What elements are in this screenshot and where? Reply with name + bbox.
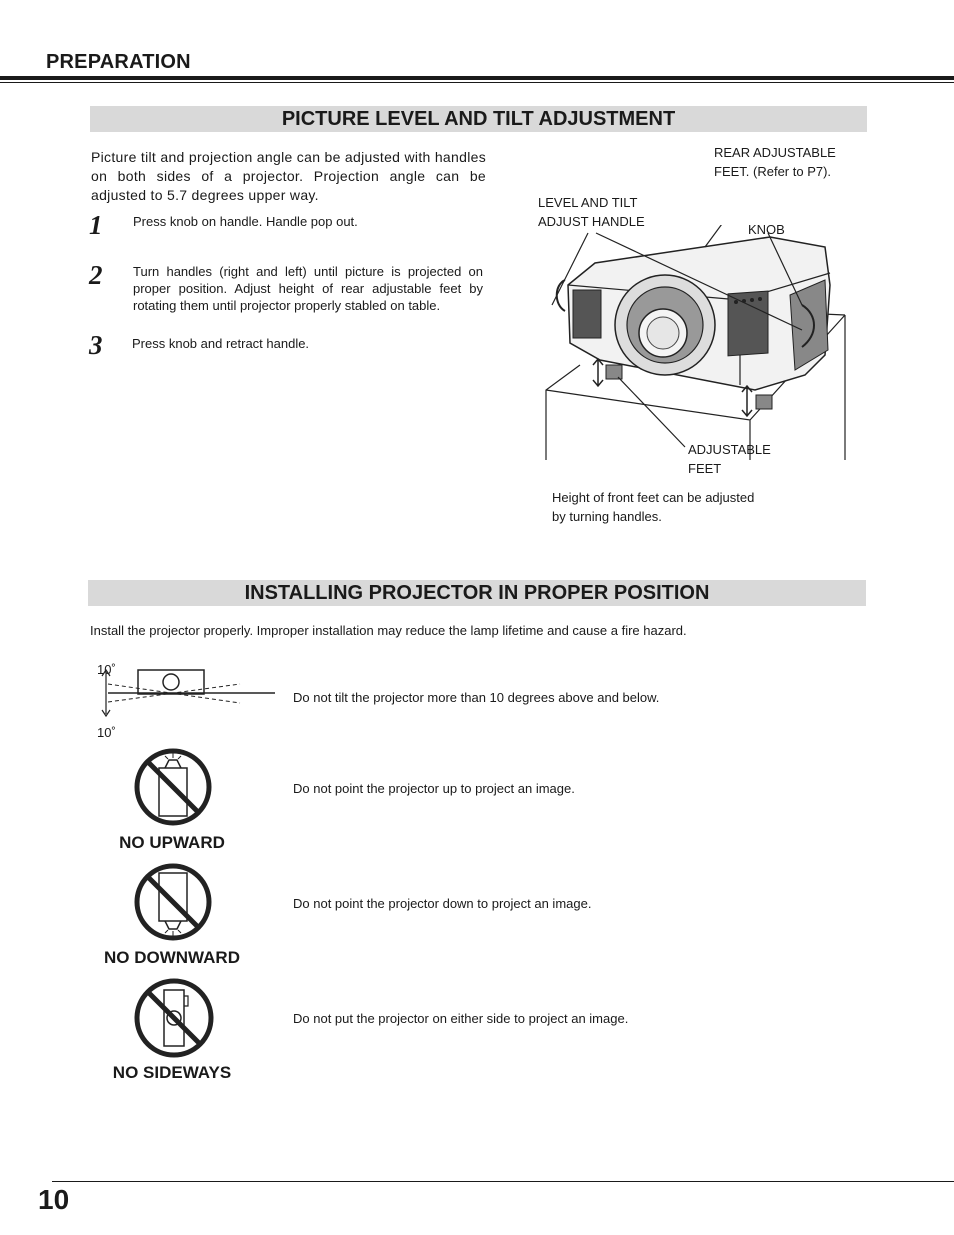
no-upward-text: Do not point the projector up to project an image.: [293, 781, 575, 796]
tilt-warning-text: Do not tilt the projector more than 10 degrees above and below.: [293, 690, 660, 705]
figure-caption: Height of front feet can be adjusted by turning handles.: [552, 490, 755, 524]
no-upward-label: NO UPWARD: [119, 833, 225, 852]
no-sideways-text: Do not put the projector on either side to project an image.: [293, 1011, 629, 1026]
section-heading-installing: INSTALLING PROJECTOR IN PROPER POSITION: [88, 580, 866, 606]
no-upward-icon: [132, 746, 214, 828]
projector-illustration: [540, 225, 850, 465]
step-text-2: Turn handles (right and left) until picture is projected on proper position. Adjust height of rear adjustable feet by rotating them until projector properly stabled on table.: [133, 264, 483, 313]
step-text-3: Press knob and retract handle.: [132, 336, 310, 351]
step-number-1: 1: [89, 210, 103, 240]
page-number: 10: [38, 1184, 70, 1215]
tilt-angle-bottom-label: 10˚: [97, 725, 116, 740]
no-sideways-icon: [132, 976, 216, 1060]
page-section-title: PREPARATION: [46, 51, 191, 73]
step-text-1: Press knob on handle. Handle pop out.: [133, 214, 358, 229]
knob-label: KNOB: [748, 222, 785, 237]
installing-intro-paragraph: Install the projector properly. Improper installation may reduce the lamp lifetime and cause a fire hazard.: [90, 623, 687, 638]
tilt-angle-top-label: 10˚: [97, 662, 116, 677]
header-rule: [0, 76, 954, 80]
tilt-handle-label: LEVEL AND TILT ADJUST HANDLE: [538, 195, 645, 229]
no-sideways-label: NO SIDEWAYS: [112, 1063, 232, 1082]
no-downward-label: NO DOWNWARD: [104, 948, 240, 967]
adjustable-feet-label: ADJUSTABLE FEET: [688, 442, 771, 476]
step-number-3: 3: [89, 330, 103, 360]
section-heading-tilt: PICTURE LEVEL AND TILT ADJUSTMENT: [90, 106, 867, 132]
step-number-2: 2: [89, 260, 103, 290]
no-downward-icon: [132, 861, 214, 943]
tilt-intro-paragraph: Picture tilt and projection angle can be adjusted with handles on both sides of a projector. Projection angle can be adjusted to 5.7 degrees upper way.: [91, 149, 486, 203]
tilt-limit-diagram: [100, 662, 280, 722]
header-rule-thin: [0, 82, 954, 83]
rear-feet-label: REAR ADJUSTABLE FEET. (Refer to P7).: [714, 145, 836, 179]
no-downward-text: Do not point the projector down to project an image.: [293, 896, 592, 911]
footer-rule: [52, 1181, 954, 1182]
